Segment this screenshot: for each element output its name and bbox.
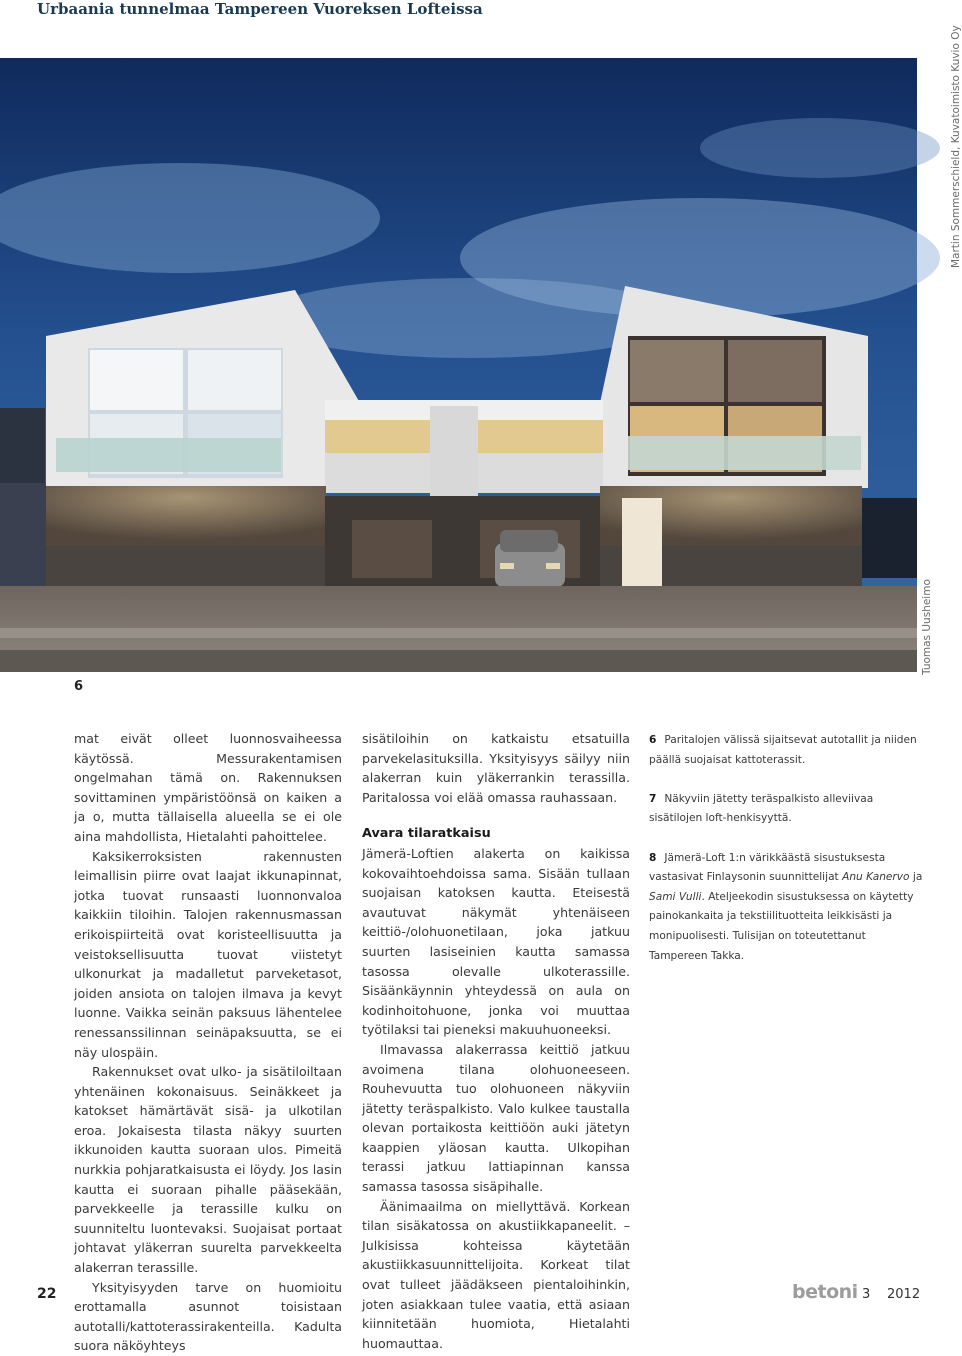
caption-number: 6 xyxy=(649,734,657,746)
photo-captions xyxy=(649,731,923,986)
caption-number: 7 xyxy=(649,792,657,805)
house-photo xyxy=(0,58,917,672)
paragraph: sisätiloihin on katkaistu etsatuilla parvekelasituksilla. Yksityisyys säilyy niin alakerran kuin yläkerrankin terassilla. Paritalossa voi elää omassa rauhassaan. xyxy=(362,731,630,805)
caption-number: 8 xyxy=(649,851,657,864)
paragraph: Äänimaailma on miellyttävä. Korkean tilan sisäkatossa on akustiikkapaneelit. – Julkisissa kohteissa käytetään akustiikkasuunnittelijoita. Korkeat tilat ovat tulleet jäädäkseen pientaloihinkin, joten asiakkaan tulee vaatia, että asiaan kiinnitetään huomiota, Hietalahti huomauttaa. xyxy=(362,1198,630,1351)
caption-text: ja xyxy=(909,871,923,884)
issue-number: 3 xyxy=(862,1287,871,1302)
caption-text: Jämerä-Loft 1:n värikkäästä sisustuksesta vastasivat Finlaysonin suunnittelijat xyxy=(649,851,886,884)
paragraph: Kaksikerroksisten rakennusten leimallisin piirre ovat laajat ikkunapinnat, jotka tuovat runsaasti luonnonvaloa kaikkiin tiloihin. Talojen rakennusmassan erikoispiirteitä ovat koristeellisuutta ja veistoksellisuutta tuovat viistetyt ulkonurkat ja madalletut parveketasot, joiden ansiota on talojen ilmava ja kevyt luonne. Vaikka seinän paksuus lähentelee renessanssilinnan seinäpaksuutta, se ei näy ulospäin. xyxy=(74,848,342,1060)
photo-credit-top: Martin Sommerschield, Kuvatoimisto Kuvio Oy xyxy=(950,25,962,268)
paragraph: Ilmavassa alakerrassa keittiö jatkuu avoimena tilana olohuoneeseen. Rouhevuutta tuo olohuoneen näkyviin jätetty teräspalkisto. Valo kulkee taustalla olevan portaikosta keittiöön auki jätetyn kaappien yläosan kautta. Ulkopihan terassi jatkuu lattiapinnan kanssa samassa tasossa sisäpihalle. xyxy=(362,1041,630,1195)
article-title: Urbaania tunnelmaa Tampereen Vuoreksen Lofteissa xyxy=(37,0,483,18)
paragraph: Jämerä-Loftien alakerta on kaikissa kokovaihtoehdoissa sama. Sisään tullaan suojaisan katoksen kautta. Eteisestä avautuvat näkymät yhtenäiseen keittiö-/olohuonetilaan, joka jatkuu suurten lasiseinien kautta samassa tasossa olevalle ulkoterassille. Sisäänkäynnin yhteydessä on aula on kodinhoitohuone, jonka voi muuttaa työtilaksi tai pieneksi makuuhuoneeksi. xyxy=(362,845,630,1038)
photo-credit-bottom: Tuomas Uusheimo xyxy=(921,579,933,675)
caption-text: Paritalojen välissä sijaitsevat autotallit ja niiden päällä suojaisat kattoterassit. xyxy=(649,734,917,766)
caption-text: Näkyviin jätetty teräspalkisto alleviivaa sisätilojen loft-henkisyyttä. xyxy=(649,792,874,825)
text-column-1 xyxy=(74,729,342,1356)
magazine-logo: betoni xyxy=(792,1281,858,1303)
designer-name: Sami Vulli xyxy=(649,890,702,903)
caption-8 xyxy=(649,849,923,967)
caption-7 xyxy=(649,790,923,829)
designer-name: Anu Kanervo xyxy=(842,871,910,884)
caption-6 xyxy=(649,731,923,770)
paragraph: Rakennukset ovat ulko- ja sisätiloiltaan yhtenäinen kokonaisuus. Seinäkkeet ja katokset hämärtävät sisä- ja ulkotilan eroa. Jokaisesta tilasta näkyy suurten ikkunoiden kautta suoraan ulos. Pimeitä nurkkia pohjaratkaisusta ei löydy. Jos lasin kautta ei suoraan pihalle pääsekään, parvekkeelle ja terassille kulku on suunniteltu luontevaksi. Suojaisat portaat johtavat yläkerran suurelta parvekkeelta alakerran terassille. xyxy=(74,1064,342,1276)
paragraph: Yksityisyyden tarve on huomioitu erottamalla asunnot toisistaan autotalli/kattoterassirakenteilla. Kadulta suora näköyhteys xyxy=(74,1279,342,1354)
caption-text: . Ateljeekodin sisustuksessa on käytetty painokankaita ja tekstiilituotteita leikkisästi ja monipuolisesti. Tulisijan on toteutettanut Tampereen Takka. xyxy=(649,890,914,962)
section-heading: Avara tilaratkaisu xyxy=(362,826,491,842)
text-column-2 xyxy=(362,729,630,1353)
figure-number: 6 xyxy=(74,679,84,694)
page-number: 22 xyxy=(37,1286,57,1302)
issue-year: 2012 xyxy=(887,1287,921,1302)
paragraph: mat eivät olleet luonnosvaiheessa käytössä. Messurakentamisen ongelmahan tämä on. Rakennuksen sovittaminen ympäristöönsä on kaiken a ja o, mutta tällaisella alueella se ei ole aina mahdollista, Hietalahti pahoittelee. xyxy=(74,731,342,844)
